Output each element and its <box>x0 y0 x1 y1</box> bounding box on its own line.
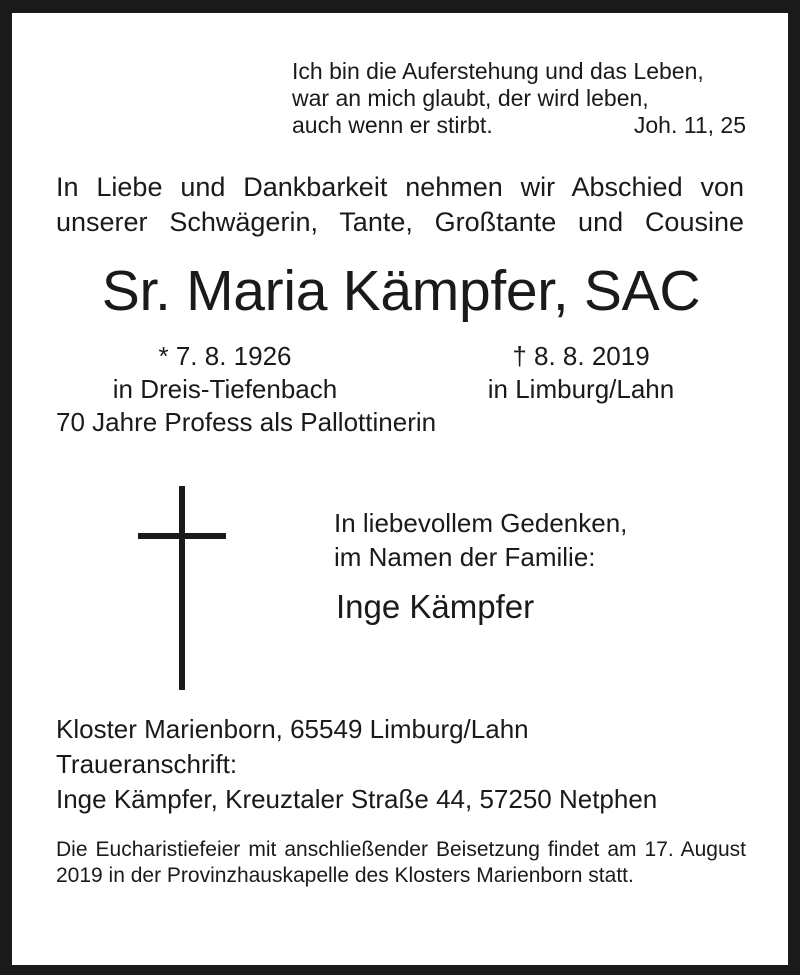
cross-horizontal-beam <box>138 533 226 539</box>
memory-line-1: In liebevollem Gedenken, <box>334 508 628 538</box>
mourning-address: Inge Kämpfer, Kreuztaler Straße 44, 57250 Netphen <box>56 784 658 814</box>
verse-line-3: auch wenn er stirbt. <box>292 112 493 138</box>
deceased-name: Sr. Maria Kämpfer, SAC <box>101 259 701 323</box>
verse-line-1: Ich bin die Auferstehung und das Leben, <box>292 58 704 84</box>
cross-icon <box>138 486 226 690</box>
birth-date: * 7. 8. 1926 <box>158 341 292 371</box>
verse-reference: Joh. 11, 25 <box>633 112 746 138</box>
death-date: † 8. 8. 2019 <box>512 341 650 371</box>
cross-vertical-beam <box>179 486 185 690</box>
mourning-address-label: Traueranschrift: <box>56 749 238 779</box>
address-block <box>56 712 657 817</box>
funeral-notice: Die Eucharistiefeier mit anschließender Beisetzung findet am 17. August 2019 in der Provinzhauskapelle des Klosters Marienborn statt. <box>56 838 746 887</box>
intro-text <box>56 170 744 240</box>
verse-line-2: war an mich glaubt, der wird leben, <box>292 85 649 111</box>
intro-line-1: In Liebe und Dankbarkeit nehmen wir Abschied von <box>56 172 744 202</box>
memory-line-2: im Namen der Familie: <box>334 542 596 572</box>
signer-name: Inge Kämpfer <box>336 588 535 625</box>
birth-place: in Dreis-Tiefenbach <box>112 374 338 404</box>
death-place: in Limburg/Lahn <box>487 374 675 404</box>
intro-line-2: unserer Schwägerin, Tante, Großtante und Cousine <box>56 207 744 237</box>
memory-note <box>334 506 627 574</box>
monastery-address: Kloster Marienborn, 65549 Limburg/Lahn <box>56 714 529 744</box>
profess-note: 70 Jahre Profess als Pallottinerin <box>56 407 437 437</box>
